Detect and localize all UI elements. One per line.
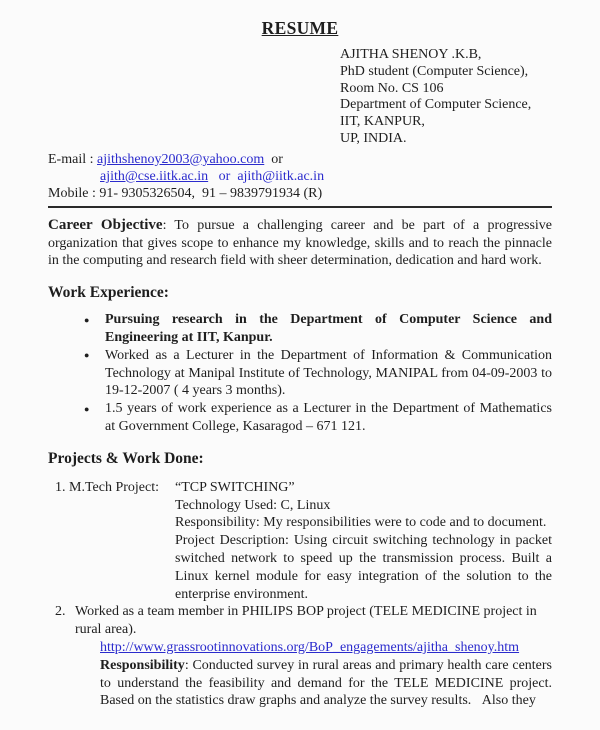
work-item-manipal: ● Worked as a Lecturer in the Department of Information & Communication Technology at Manipal Institute of Technology, MANIPAL from 04-09-2003 to 19-12-2007 ( 4 years 3 months). — [105, 347, 552, 400]
email-link-cse[interactable]: ajith@cse.iitk.ac.in — [100, 168, 209, 184]
project-2-responsibility-lead: Responsibility — [100, 657, 185, 673]
project-2-number: 2. — [55, 604, 66, 620]
project-2-link-row — [100, 639, 552, 657]
project-1-description: Project Description: Using circuit switching technology in packet switched network to speed up the transmission process. Built a Linux kernel module for easy integration of the solution to the enterprise environment. — [175, 533, 552, 602]
project-1-technology: Technology Used: C, Linux — [175, 497, 331, 513]
project-2-responsibility-text: : Conducted survey in rural areas and primary health care centers to understand the feasibility and demand for the TELE MEDICINE project. Based on the statistics draw graphs and analyze the survey results. Also they — [100, 657, 552, 709]
work-item-research: ● Pursuing research in the Department of Computer Science and Engineering at IIT, Kanpur. — [105, 311, 552, 347]
project-1-responsibility: Responsibility: My responsibilities were to code and to document. — [175, 515, 547, 531]
project-1-label: 1. M.Tech Project: — [55, 479, 159, 495]
contact-institute: IIT, KANPUR, — [340, 114, 425, 130]
project-1-details — [175, 479, 552, 604]
project-2-responsibility — [100, 657, 552, 710]
projects-heading: Projects & Work Done: — [48, 449, 204, 467]
email-link-yahoo[interactable]: ajithshenoy2003@yahoo.com — [97, 151, 265, 167]
work-experience-heading: Work Experience: — [48, 284, 169, 302]
contact-country: UP, INDIA. — [340, 130, 407, 146]
project-2 — [55, 603, 552, 710]
career-objective-lead: Career Objective — [48, 216, 163, 233]
email-link-iitk[interactable]: ajith@iitk.ac.in — [237, 168, 325, 184]
email-label: E-mail : — [48, 151, 97, 167]
page-title: RESUME — [261, 18, 339, 38]
work-experience-list — [105, 311, 552, 436]
email-or-2: or — [208, 168, 238, 184]
email-line-1 — [48, 151, 552, 168]
header-divider — [48, 206, 552, 208]
project-2-details — [75, 603, 552, 710]
mobile-line: Mobile : 91- 9305326504, 91 – 9839791934 (R) — [48, 185, 323, 201]
project-2-text: Worked as a team member in PHILIPS BOP project (TELE MEDICINE project in rural area). — [75, 604, 537, 638]
contact-department: Department of Computer Science, — [340, 97, 532, 113]
email-or-1: or — [264, 151, 283, 167]
career-objective — [48, 217, 552, 270]
career-objective-text: : To pursue a challenging career and be part of a progressive organization that gives scope to enhance my knowledge, skills and to reach the pinnacle in the computing and research field with sheer determination, dedication and hard work. — [48, 217, 553, 269]
contact-role: PhD student (Computer Science), — [340, 63, 529, 79]
work-item-govt-college: ● 1.5 years of work experience as a Lecturer in the Department of Mathematics at Government College, Kasaragod – 671 121. — [105, 400, 552, 436]
contact-block — [340, 47, 552, 148]
project-1 — [55, 479, 552, 604]
contact-room: Room No. CS 106 — [340, 80, 444, 96]
contact-name: AJITHA SHENOY .K.B, — [340, 47, 482, 62]
email-line-2 — [48, 168, 552, 185]
project-1-title: “TCP SWITCHING” — [175, 479, 295, 495]
project-2-link[interactable]: http://www.grassrootinnovations.org/BoP_engagements/ajitha_shenoy.htm — [100, 639, 520, 655]
email-block — [48, 151, 552, 202]
